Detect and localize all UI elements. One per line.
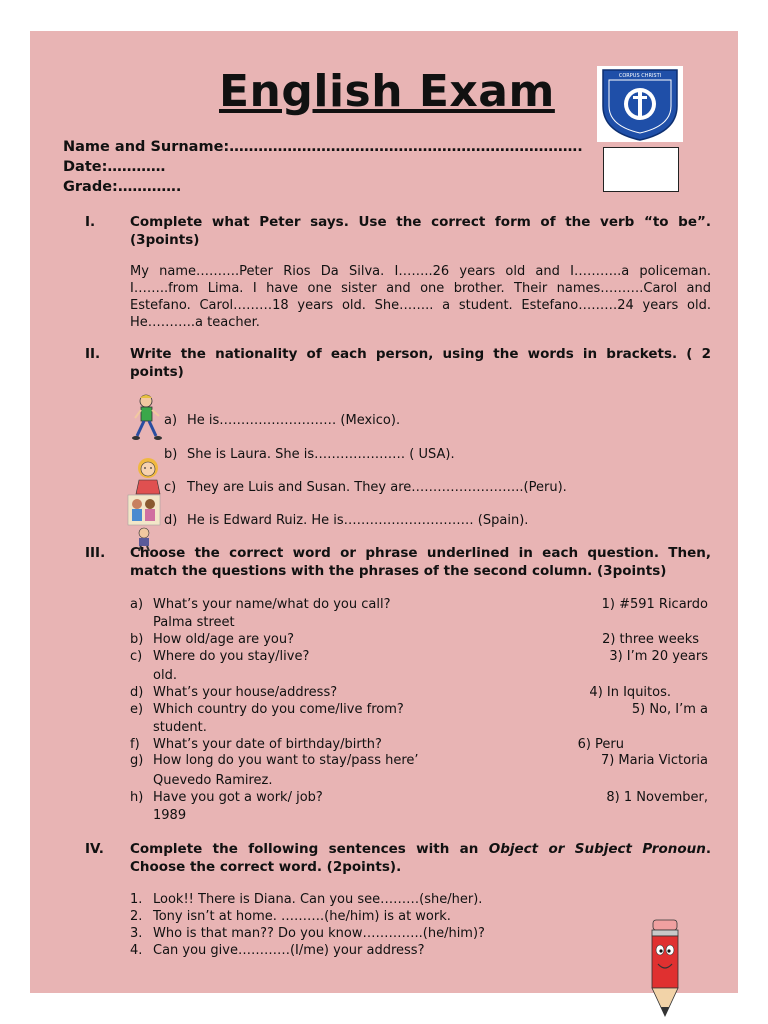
section-1-text: My name……….Peter Rios Da Silva. I……..26 years old and I………..a policeman. I……..from Lima. I have one sister and one brother. Their names……….Carol and Estefano. Carol………18 years old. She…….. a student. Estefano………24 years old. He………..a teacher. bbox=[130, 264, 711, 330]
question-text: How long do you want to stay/pass here’ bbox=[153, 753, 419, 768]
pronoun-item-number: 2. bbox=[130, 909, 143, 924]
exam-title: English Exam bbox=[219, 66, 555, 117]
answer-wrap: Quevedo Ramirez. bbox=[153, 773, 273, 788]
pronoun-item: Look!! There is Diana. Can you see………(she/her). bbox=[153, 892, 483, 907]
answer-item: 7) Maria Victoria bbox=[600, 753, 708, 768]
answer-wrap: student. bbox=[153, 720, 207, 735]
question-letter: e) bbox=[130, 702, 144, 717]
section-4-heading-em: Object or Subject Pronoun bbox=[488, 841, 706, 857]
answer-item: 1) #591 Ricardo bbox=[601, 597, 708, 612]
grade-box bbox=[603, 147, 679, 192]
answer-item: 6) Peru bbox=[577, 737, 624, 752]
pronoun-item: Who is that man?? Do you know…………..(he/him)? bbox=[153, 926, 485, 941]
question-text: What’s your house/address? bbox=[153, 685, 338, 700]
question-text: Where do you stay/live? bbox=[153, 649, 310, 664]
question-letter: b) bbox=[130, 632, 144, 647]
nationality-letter: b) bbox=[164, 447, 178, 462]
section-1-heading: Complete what Peter says. Use the correct form of the verb “to be”. (3points) bbox=[130, 214, 711, 248]
section-2-heading: Write the nationality of each person, using the words in brackets. ( 2 points) bbox=[130, 346, 711, 380]
answer-wrap: 1989 bbox=[153, 808, 187, 823]
question-letter: f) bbox=[130, 737, 140, 752]
answer-item: 8) 1 November, bbox=[606, 790, 708, 805]
question-letter: g) bbox=[130, 753, 144, 768]
answer-item: 2) three weeks bbox=[602, 632, 699, 647]
pronoun-item: Tony isn’t at home. ……….(he/him) is at work. bbox=[153, 909, 451, 924]
section-3-number: III. bbox=[85, 545, 106, 561]
pronoun-item-number: 4. bbox=[130, 943, 143, 958]
grade-line: Grade:…………. bbox=[63, 179, 182, 195]
name-surname-line: Name and Surname:………………………………………………………………. bbox=[63, 139, 583, 155]
section-3-heading: Choose the correct word or phrase underlined in each question. Then, match the questions with the phrases of the second column. (3points) bbox=[130, 545, 711, 579]
question-letter: h) bbox=[130, 790, 144, 805]
girl-icon bbox=[132, 456, 164, 498]
answer-item: 4) In Iquitos. bbox=[589, 685, 671, 700]
question-text: Have you got a work/ job? bbox=[153, 790, 323, 805]
section-4-heading-post: . Choose the correct word. (2points). bbox=[130, 841, 711, 875]
answer-item: 5) No, I’m a bbox=[631, 702, 708, 717]
question-letter: d) bbox=[130, 685, 144, 700]
section-4-number: IV. bbox=[85, 841, 104, 857]
section-4-heading bbox=[130, 840, 711, 876]
nationality-letter: d) bbox=[164, 513, 178, 528]
boy-walking-icon bbox=[132, 392, 164, 442]
question-text: What’s your name/what do you call? bbox=[153, 597, 391, 612]
logo-text: CORPUS CHRISTI bbox=[618, 73, 662, 79]
question-letter: c) bbox=[130, 649, 143, 664]
section-2-number: II. bbox=[85, 346, 101, 362]
pronoun-item: Can you give…………(I/me) your address? bbox=[153, 943, 425, 958]
question-text: Which country do you come/live from? bbox=[153, 702, 404, 717]
section-4-heading-pre: Complete the following sentences with an bbox=[130, 841, 489, 857]
date-line: Date:………… bbox=[63, 159, 166, 175]
answer-wrap: Palma street bbox=[153, 615, 235, 630]
school-logo-icon bbox=[597, 66, 683, 142]
children-couple-icon bbox=[127, 493, 161, 551]
question-text: What’s your date of birthday/birth? bbox=[153, 737, 382, 752]
nationality-item: She is Laura. She is………………… ( USA). bbox=[187, 447, 455, 462]
nationality-letter: c) bbox=[164, 480, 177, 495]
nationality-item: They are Luis and Susan. They are……………………..(Peru). bbox=[187, 480, 567, 495]
pronoun-item-number: 3. bbox=[130, 926, 143, 941]
question-letter: a) bbox=[130, 597, 144, 612]
pronoun-item-number: 1. bbox=[130, 892, 143, 907]
nationality-item: He is Edward Ruiz. He is………………………… (Spain). bbox=[187, 513, 529, 528]
pencil-mascot-icon bbox=[646, 918, 684, 1022]
answer-item: 3) I’m 20 years bbox=[609, 649, 708, 664]
answer-wrap: old. bbox=[153, 668, 177, 683]
section-1-number: I. bbox=[85, 214, 96, 230]
question-text: How old/age are you? bbox=[153, 632, 294, 647]
nationality-item: He is……………………… (Mexico). bbox=[187, 413, 401, 428]
nationality-letter: a) bbox=[164, 413, 178, 428]
